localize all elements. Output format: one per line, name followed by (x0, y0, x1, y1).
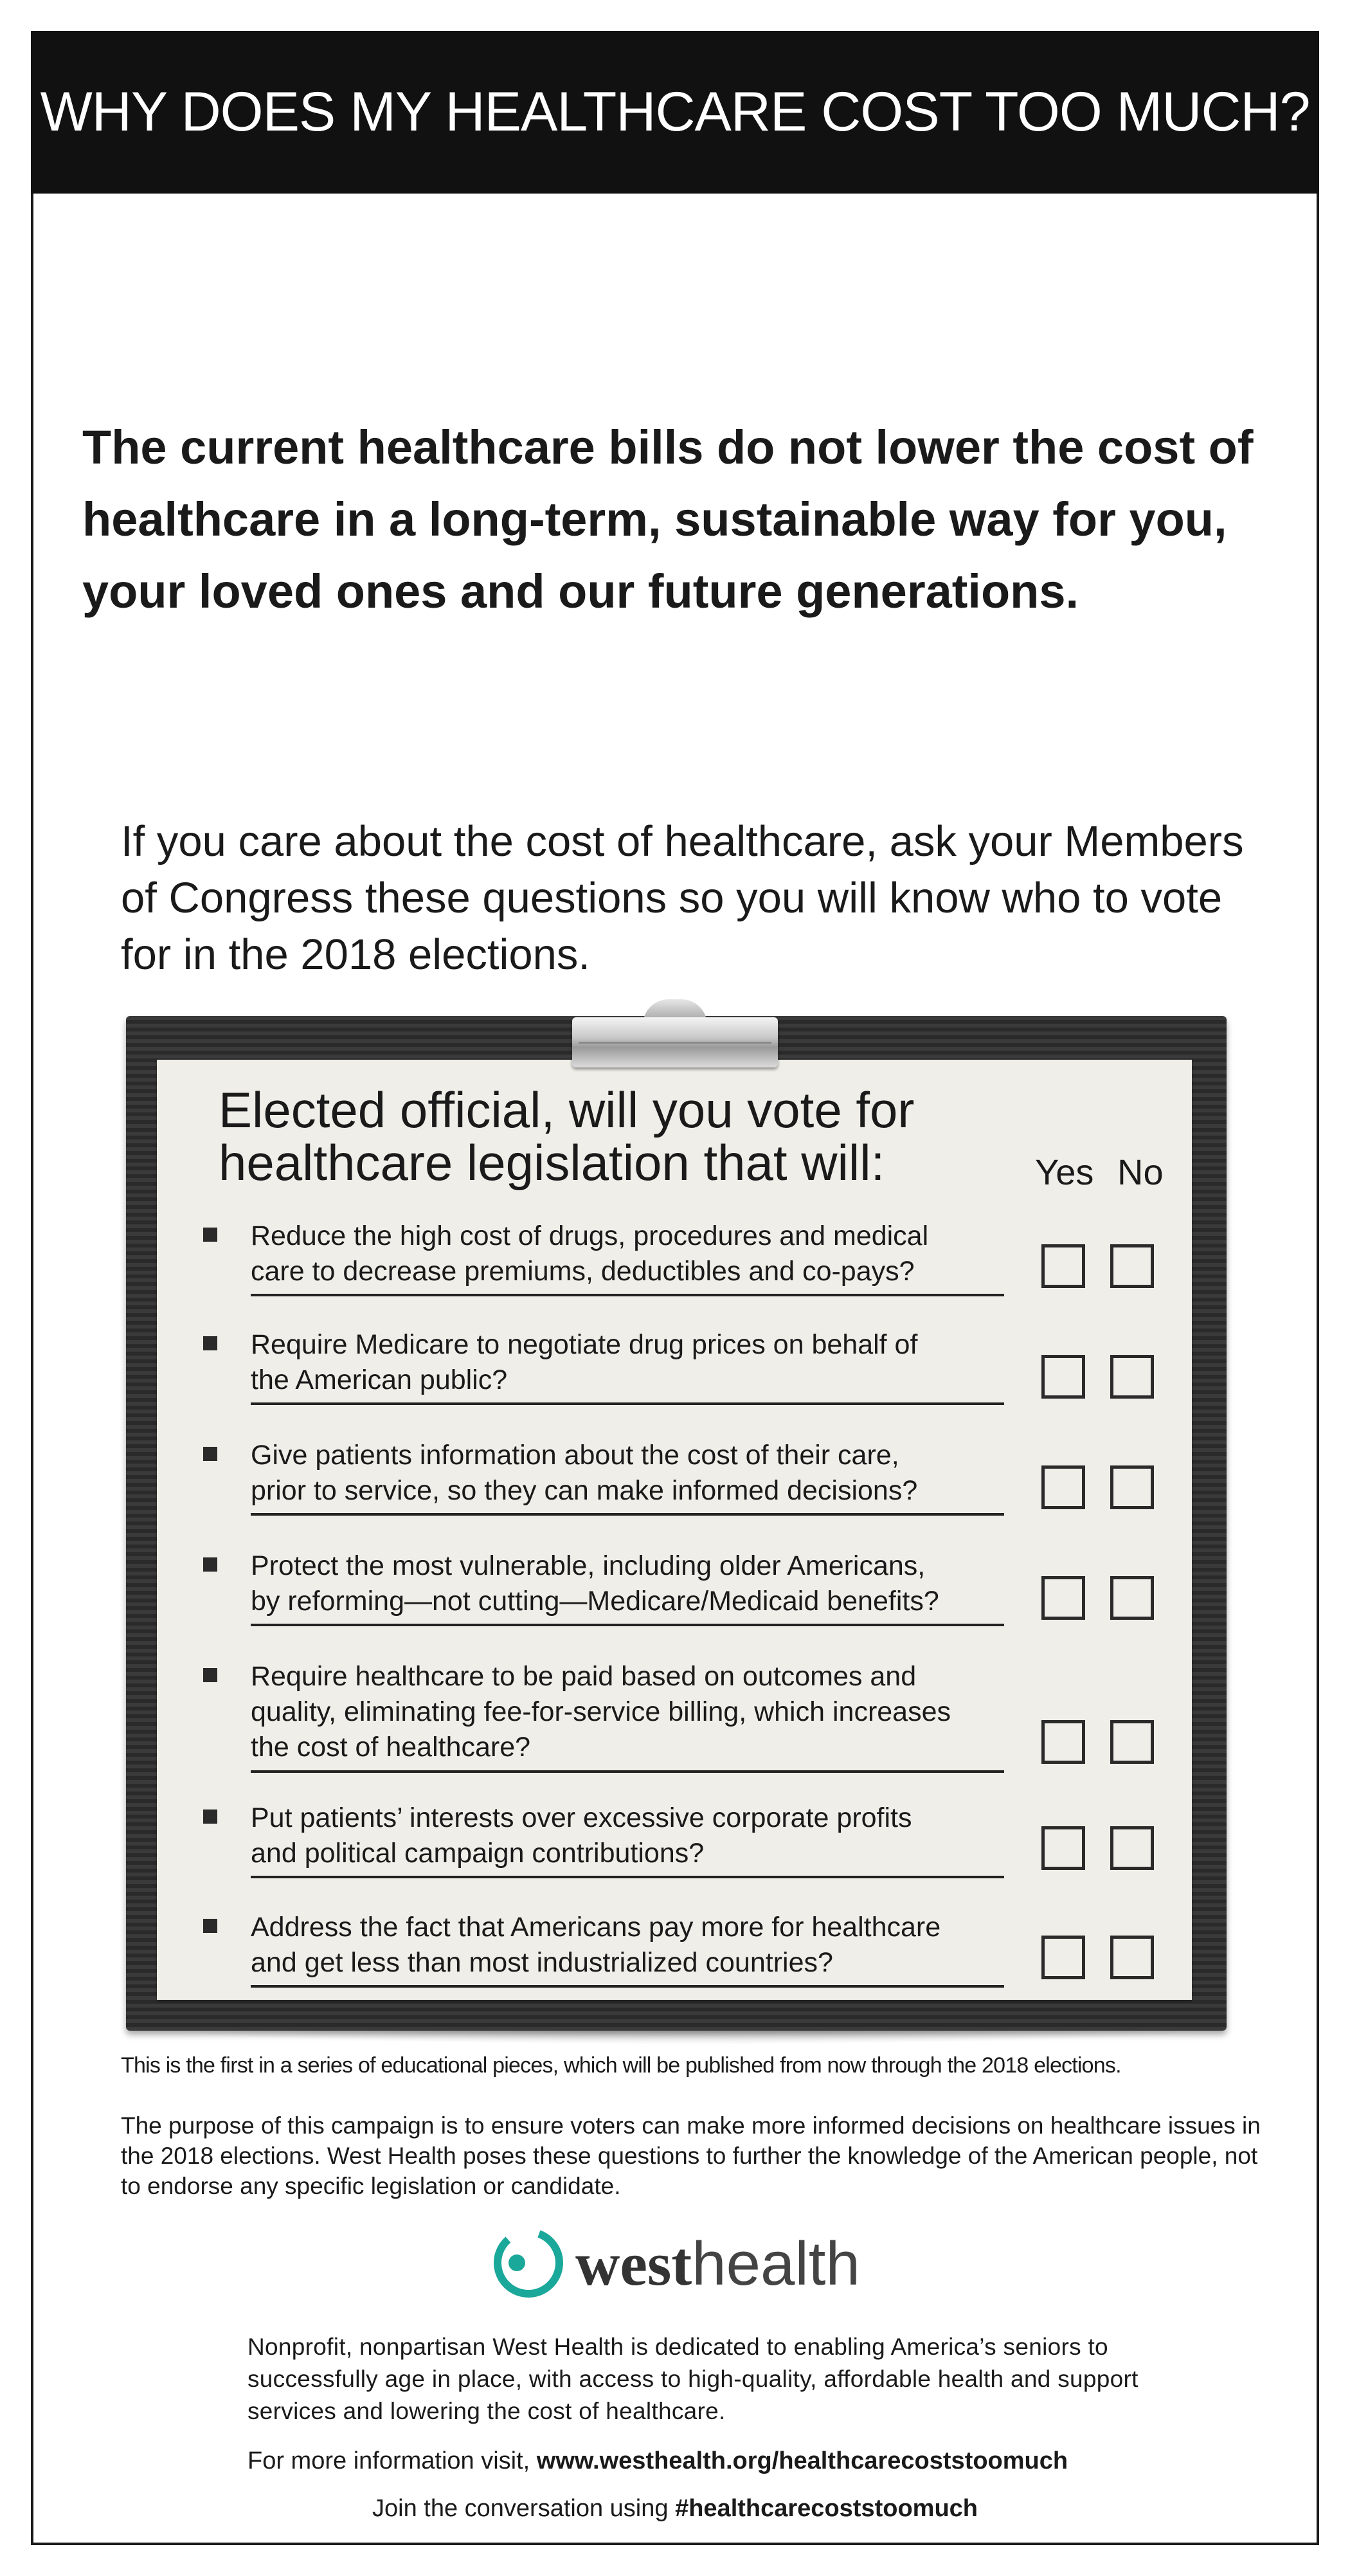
question-text: Address the fact that Americans pay more for healthcare and get less than most industrialized countries? (251, 1912, 941, 1978)
checklist-title-line2: healthcare legislation that will: (219, 1134, 885, 1191)
question-text: Put patients’ interests over excessive corporate profits and political campaign contributions? (251, 1802, 912, 1869)
series-note: This is the first in a series of educational pieces, which will be published from now through the 2018 elections. (121, 2053, 1121, 2078)
bullet-icon (203, 1447, 217, 1461)
more-info-link[interactable]: www.westhealth.org/healthcarecoststoomuch (536, 2447, 1068, 2474)
yes-checkbox[interactable] (1041, 1355, 1085, 1399)
yes-checkbox[interactable] (1041, 1936, 1085, 1979)
question-item-5 (193, 1659, 1170, 1775)
yes-checkbox[interactable] (1041, 1720, 1085, 1764)
bullet-icon (203, 1668, 217, 1682)
logo-wordmark: westhealth (575, 2229, 860, 2298)
question-item-4 (193, 1548, 1170, 1632)
yes-checkbox[interactable] (1041, 1576, 1085, 1620)
question-underline (251, 1985, 1004, 1988)
clip-edge (579, 1042, 771, 1044)
headline: The current healthcare bills do not lower the cost of healthcare in a long-term, sustainable way for you, your loved ones and our future generations. (82, 421, 1254, 618)
no-checkbox[interactable] (1110, 1355, 1154, 1399)
question-item-2 (193, 1327, 1170, 1411)
no-checkbox[interactable] (1110, 1244, 1154, 1288)
question-underline (251, 1876, 1004, 1878)
yes-checkbox[interactable] (1041, 1826, 1085, 1870)
yes-checkbox[interactable] (1041, 1465, 1085, 1509)
question-item-1 (193, 1219, 1170, 1302)
question-text: Require Medicare to negotiate drug prices on behalf of the American public? (251, 1329, 918, 1395)
question-underline (251, 1513, 1004, 1516)
about-text: Nonprofit, nonpartisan West Health is dedicated to enabling America’s seniors to successfully age in place, with access to high-quality, affordable health and support services and lowering the cost of healthcare. (248, 2334, 1138, 2424)
question-item-7 (193, 1910, 1170, 1993)
yes-checkbox[interactable] (1041, 1244, 1085, 1288)
checklist-title (219, 1084, 990, 1189)
bullet-icon (203, 1336, 217, 1350)
bullet-icon (203, 1557, 217, 1572)
question-underline (251, 1402, 1004, 1405)
intro-text: If you care about the cost of healthcare, ask your Members of Congress these questions so you will know who to vote for in the 2018 elections. (121, 817, 1244, 979)
join-conversation: Join the conversation using #healthcarecoststoomuch (372, 2495, 978, 2522)
question-underline (251, 1294, 1004, 1296)
question-text: Give patients information about the cost of their care, prior to service, so they can make informed decisions? (251, 1440, 918, 1506)
more-info: For more information visit, www.westhealth.org/healthcarecoststoomuch (248, 2447, 1068, 2474)
yes-column-header: Yes (1035, 1152, 1094, 1192)
hashtag: #healthcarecoststoomuch (675, 2495, 978, 2522)
no-checkbox[interactable] (1110, 1465, 1154, 1509)
question-text: Reduce the high cost of drugs, procedures and medical care to decrease premiums, deductibles and co-pays? (251, 1220, 929, 1287)
logo-icon (489, 2222, 572, 2305)
question-item-3 (193, 1438, 1170, 1521)
no-checkbox[interactable] (1110, 1720, 1154, 1764)
no-checkbox[interactable] (1110, 1576, 1154, 1620)
purpose-statement: The purpose of this campaign is to ensure voters can make more informed decisions on healthcare issues in the 2018 elections. West Health poses these questions to further the knowledge of the American people, not to endorse any specific legislation or candidate. (121, 2112, 1261, 2199)
bullet-icon (203, 1810, 217, 1824)
west-health-logo (489, 2222, 874, 2305)
question-underline (251, 1624, 1004, 1626)
checklist-title-line1: Elected official, will you vote for (219, 1082, 915, 1138)
question-text: Require healthcare to be paid based on outcomes and quality, eliminating fee-for-service billing, which increases the cost of healthcare? (251, 1661, 951, 1763)
question-underline (251, 1770, 1004, 1773)
no-checkbox[interactable] (1110, 1936, 1154, 1979)
bullet-icon (203, 1919, 217, 1933)
header-bar (31, 31, 1319, 194)
question-item-6 (193, 1800, 1170, 1884)
question-text: Protect the most vulnerable, including older Americans, by reforming—not cutting—Medicare/Medicaid benefits? (251, 1550, 939, 1617)
bullet-icon (203, 1228, 217, 1242)
page-title: WHY DOES MY HEALTHCARE COST TOO MUCH? (40, 81, 1310, 143)
no-column-header: No (1117, 1152, 1164, 1192)
no-checkbox[interactable] (1110, 1826, 1154, 1870)
